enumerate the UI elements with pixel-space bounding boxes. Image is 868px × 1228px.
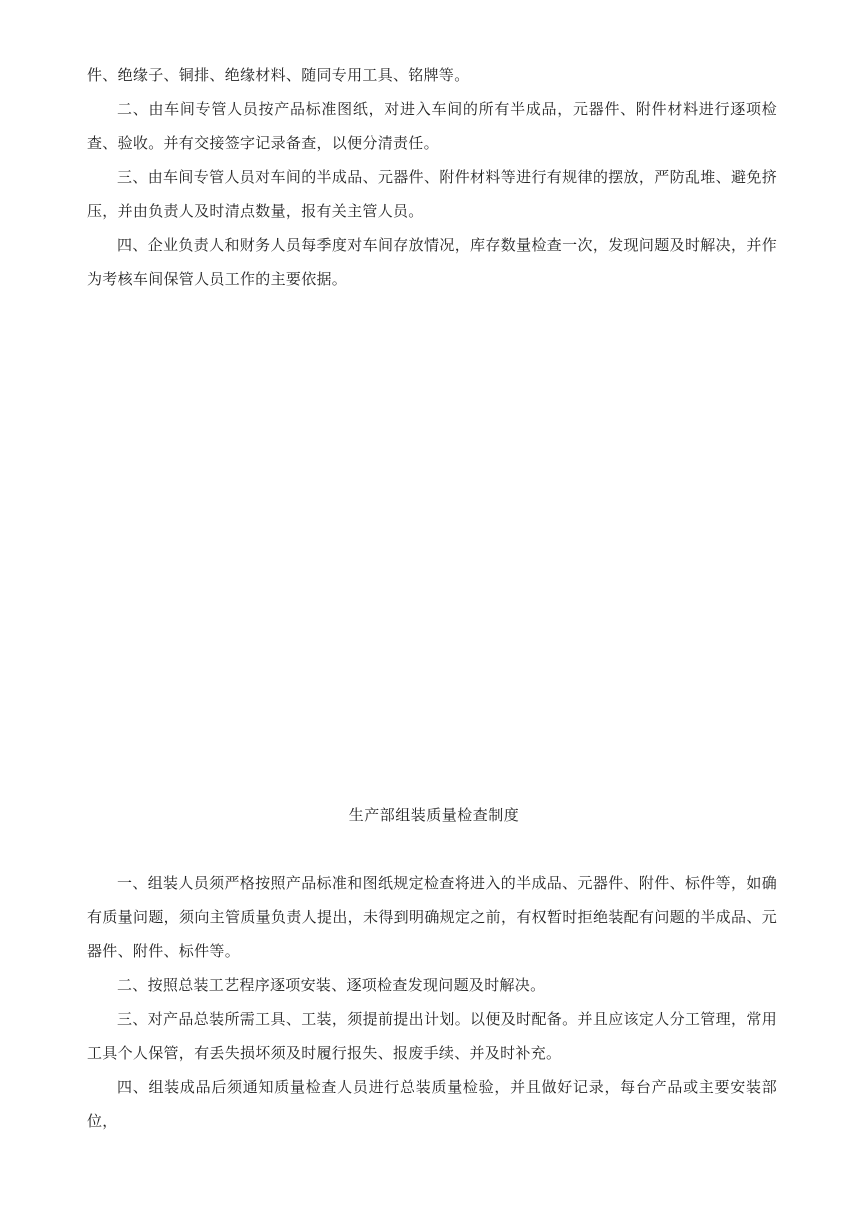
paragraph-assembly-item-2: 二、按照总装工艺程序逐项安装、逐项检查发现问题及时解决。	[117, 976, 546, 994]
paragraph-item-4: 四、企业负责人和财务人员每季度对车间存放情况，库存数量检查一次，发现问题及时解决，并作为考核车间保管人员工作的主要依据。	[87, 236, 777, 288]
paragraph-continuation: 件、绝缘子、铜排、绝缘材料、随同专用工具、铭牌等。	[87, 66, 470, 84]
section-title: 生产部组装质量检查制度	[348, 806, 520, 824]
paragraph-assembly-item-1: 一、组装人员须严格按照产品标准和图纸规定检查将进入的半成品、元器件、附件、标件等，如确有质量问题，须向主管质量负责人提出，未得到明确规定之前，有权暂时拒绝装配有问题的半成品、元器件、附件、标件等。	[87, 874, 777, 960]
paragraph-assembly-item-4: 四、组装成品后须通知质量检查人员进行总装质量检验，并且做好记录，每台产品或主要安装部位，	[87, 1078, 777, 1130]
paragraph-assembly-item-3: 三、对产品总装所需工具、工装，须提前提出计划。以便及时配备。并且应该定人分工管理，常用工具个人保管，有丢失损坏须及时履行报失、报废手续、并及时补充。	[87, 1010, 777, 1062]
paragraph-item-2: 二、由车间专管人员按产品标准图纸，对进入车间的所有半成品，元器件、附件材料进行逐项检查、验收。并有交接签字记录备查，以便分清责任。	[87, 100, 777, 152]
paragraph-item-3: 三、由车间专管人员对车间的半成品、元器件、附件材料等进行有规律的摆放，严防乱堆、避免挤压，并由负责人及时清点数量，报有关主管人员。	[87, 168, 777, 220]
